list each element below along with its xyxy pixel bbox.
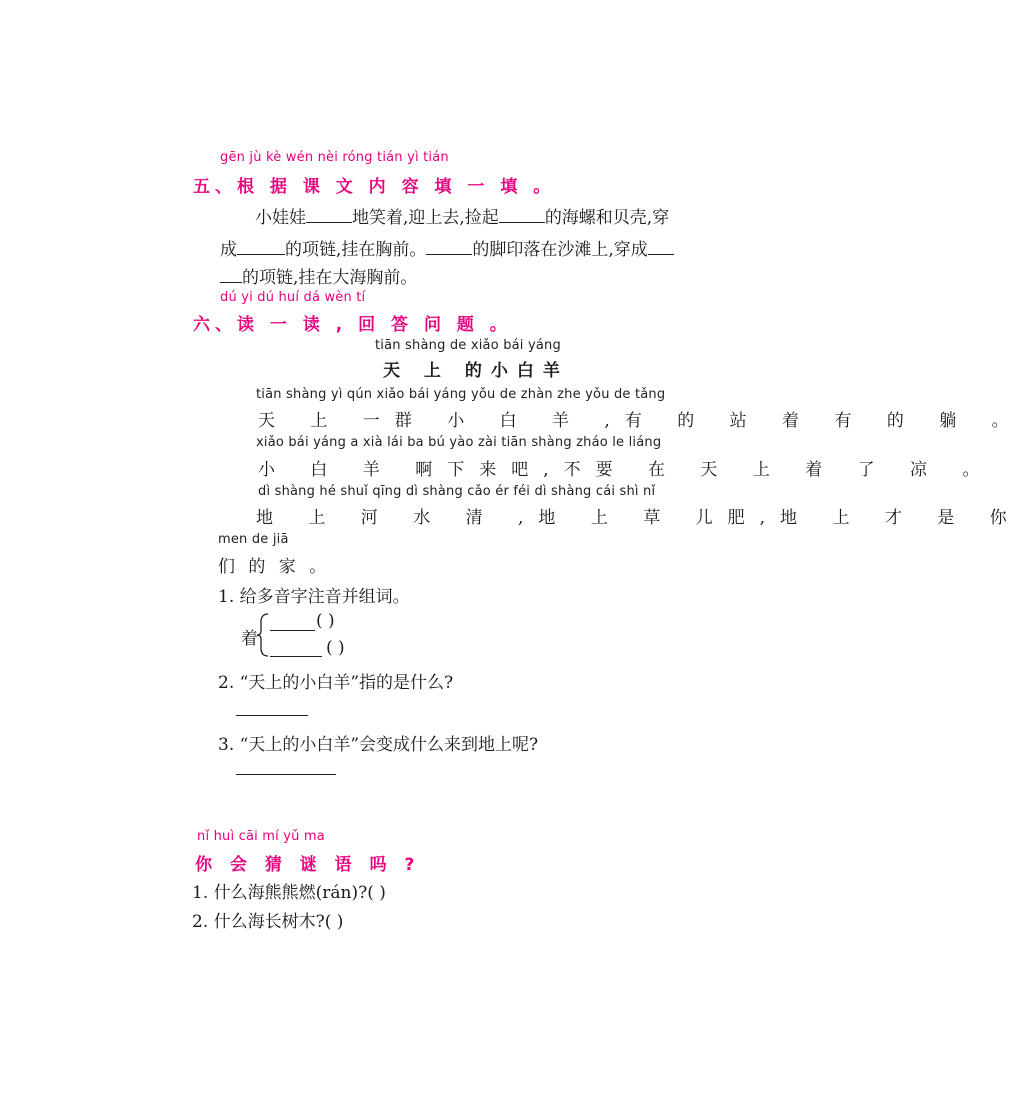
riddle-question-1: 1. 什么海熊熊燃(rán)?( ) (192, 883, 386, 903)
answer-blank[interactable] (220, 266, 242, 283)
answer-blank[interactable] (648, 238, 674, 255)
section5-pinyin: gēn jù kè wén nèi róng tián yì tián (220, 150, 449, 165)
section5-heading: 五、根 据 课 文 内 容 填 一 填 。 (193, 177, 556, 197)
poem-title: 天 上 的小白羊 (383, 361, 569, 381)
answer-blank[interactable] (426, 238, 472, 255)
poem-line-pinyin: men de jiā (218, 532, 289, 547)
section6-heading: 六、读 一 读 , 回 答 问 题 。 (193, 315, 512, 335)
poem-line: 小 白 羊 啊下来吧,不要 在 天 上 着 了 凉 。 (258, 460, 995, 480)
answer-blank[interactable] (499, 206, 545, 223)
answer-blank[interactable] (306, 206, 352, 223)
question-2: 2. “天上的小白羊”指的是什么? (218, 673, 454, 693)
section5-line1 (255, 203, 669, 228)
text-fragment: 的项链,挂在胸前。 (285, 240, 427, 260)
section6-pinyin: dú yi dú huí dá wèn tí (220, 290, 366, 305)
question-1: 1. 给多音字注音并组词。 (218, 587, 410, 607)
poem-title-pinyin: tiān shàng de xiǎo bái yáng (375, 338, 561, 353)
text-fragment: 的海螺和贝壳,穿 (544, 208, 670, 228)
word-paren[interactable]: ( ) (316, 611, 335, 631)
answer-line[interactable] (236, 715, 308, 716)
answer-line[interactable] (236, 774, 336, 775)
polyphonic-char: 着 (241, 629, 258, 649)
text-fragment: 小娃娃 (255, 208, 306, 228)
answer-blank[interactable] (237, 238, 285, 255)
text-fragment: 地笑着,迎上去,捡起 (352, 208, 499, 228)
section5-line2 (220, 235, 674, 260)
pinyin-answer-line[interactable] (270, 656, 322, 657)
text-fragment: 成 (220, 240, 237, 260)
section5-line3 (220, 263, 417, 288)
poem-line: 天 上 一群 小 白 羊 ,有 的 站 着 有 的 躺 。 (258, 411, 1024, 431)
text-fragment: 的项链,挂在大海胸前。 (242, 268, 418, 288)
riddle-heading: 你 会 猜 谜 语 吗 ? (195, 855, 421, 875)
poem-line-pinyin: dì shàng hé shuǐ qīng dì shàng cǎo ér féi dì shàng cái shì nǐ (258, 484, 656, 499)
poem-line: 地 上 河 水 清 ,地 上 草 儿肥,地 上 才 是 你 (256, 508, 1022, 528)
text-fragment: 的脚印落在沙滩上,穿成 (472, 240, 648, 260)
poem-line-pinyin: tiān shàng yì qún xiǎo bái yáng yǒu de zhàn zhe yǒu de tǎng (256, 387, 666, 402)
riddle-pinyin: nǐ huì cāi mí yǔ ma (197, 829, 325, 844)
poem-line-pinyin: xiǎo bái yáng a xià lái ba bú yào zài tiān shàng zháo le liáng (256, 435, 662, 450)
word-paren[interactable]: ( ) (326, 638, 345, 658)
riddle-question-2: 2. 什么海长树木?( ) (192, 912, 344, 932)
poem-line: 们 的 家 。 (218, 557, 331, 577)
brace-icon (256, 612, 270, 658)
pinyin-answer-line[interactable] (270, 630, 315, 631)
question-3: 3. “天上的小白羊”会变成什么来到地上呢? (218, 735, 539, 755)
